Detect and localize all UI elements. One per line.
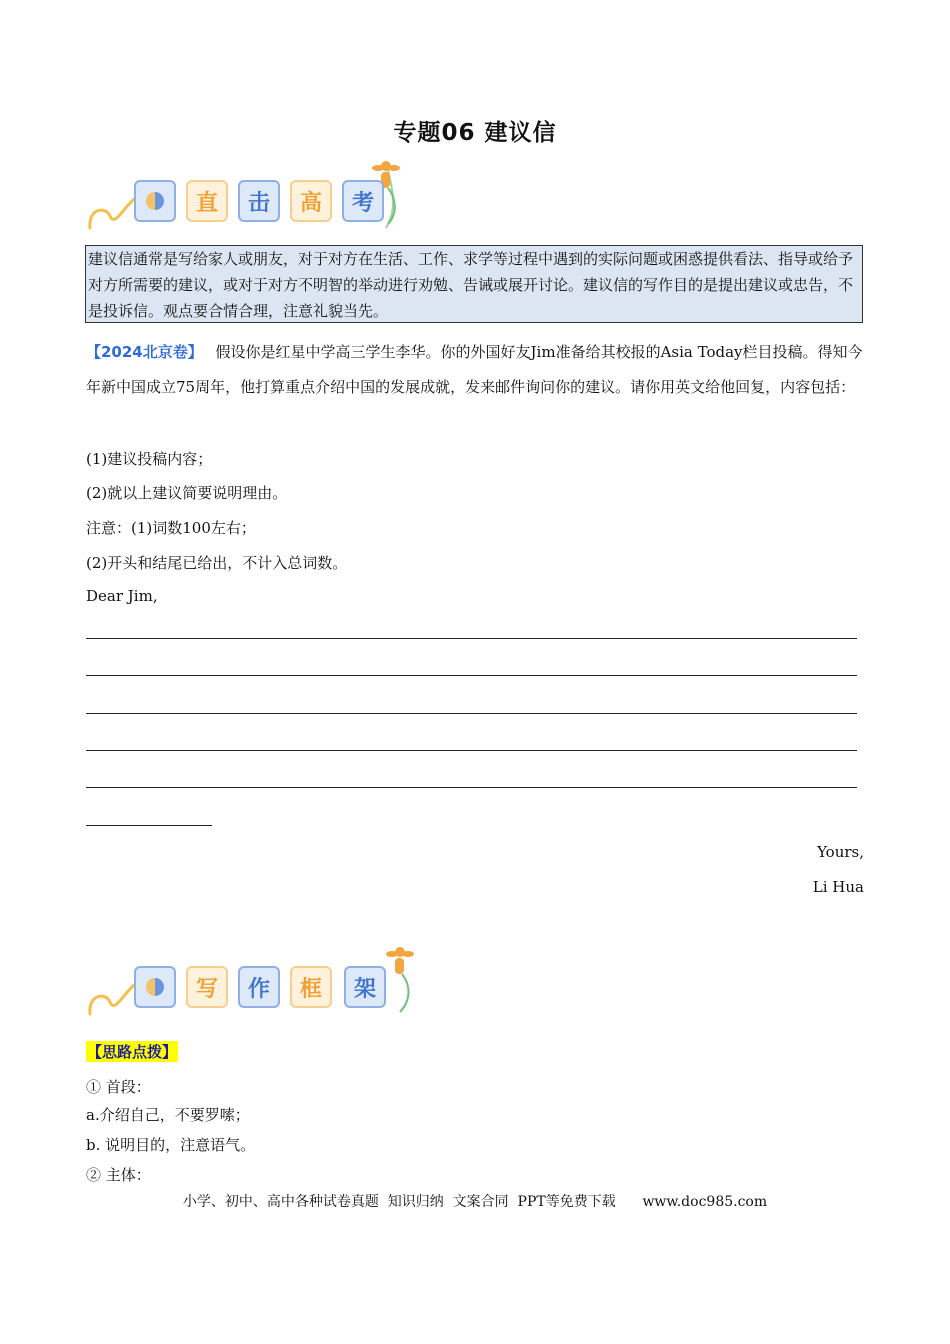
guide-line: ② 主体：	[86, 1166, 151, 1184]
guide-line: a.介绍自己，不要罗嗦；	[86, 1106, 250, 1124]
page-title: 专题06 建议信	[393, 120, 557, 146]
task-prompt-text: 假设你是红星中学高三学生李华。你的外国好友Jim准备给其校报的Asia Today栏目投稿。得知今年新中国成立75周年，他打算重点介绍中国的发展成就，发来邮件询问你的建议。请你用英文给他回复，内容包括：	[86, 343, 863, 396]
banner-tile: 架	[344, 966, 386, 1008]
answer-line	[86, 638, 857, 639]
answer-line	[86, 787, 857, 788]
closing: Yours,	[817, 843, 864, 861]
section-banner-exam	[86, 158, 426, 240]
guide-line: ① 首段：	[86, 1078, 151, 1096]
banner-tile: 作	[238, 966, 280, 1008]
task-prompt	[86, 335, 866, 405]
banner-tile: 高	[290, 180, 332, 222]
task-note: (2)开头和结尾已给出，不计入总词数。	[86, 554, 348, 572]
banner-tile: 击	[238, 180, 280, 222]
task-item: (1)建议投稿内容；	[86, 450, 213, 468]
answer-line	[86, 750, 857, 751]
section-banner-framework	[86, 944, 426, 1026]
exam-source-tag: 【2024北京卷】	[86, 343, 203, 361]
answer-line	[86, 675, 857, 676]
signature: Li Hua	[812, 878, 864, 896]
circle-badge-icon	[134, 966, 176, 1008]
intro-box: 建议信通常是写给家人或朋友，对于对方在生活、工作、求学等过程中遇到的实际问题或困惑提供看法、指导或给予对方所需要的建议，或对于对方不明智的举动进行劝勉、告诫或展开讨论。建议信的写作目的是提出建议或忠告，不是投诉信。观点要合情合理，注意礼貌当先。	[85, 245, 863, 323]
banner-tile: 写	[186, 966, 228, 1008]
banner-tile: 考	[342, 180, 384, 222]
answer-line	[86, 713, 857, 714]
banner-tile: 框	[290, 966, 332, 1008]
task-note: 注意：(1)词数100左右；	[86, 519, 256, 537]
banner-tile: 直	[186, 180, 228, 222]
task-item: (2)就以上建议简要说明理由。	[86, 484, 288, 502]
guide-line: b. 说明目的，注意语气。	[86, 1136, 256, 1154]
footer: 小学、初中、高中各种试卷真题 知识归纳 文案合同 PPT等免费下载 www.doc985.com	[182, 1194, 768, 1210]
salutation: Dear Jim,	[86, 587, 158, 605]
answer-line	[86, 825, 212, 826]
circle-badge-icon	[134, 180, 176, 222]
guide-heading: 【思路点拨】	[87, 1043, 178, 1061]
